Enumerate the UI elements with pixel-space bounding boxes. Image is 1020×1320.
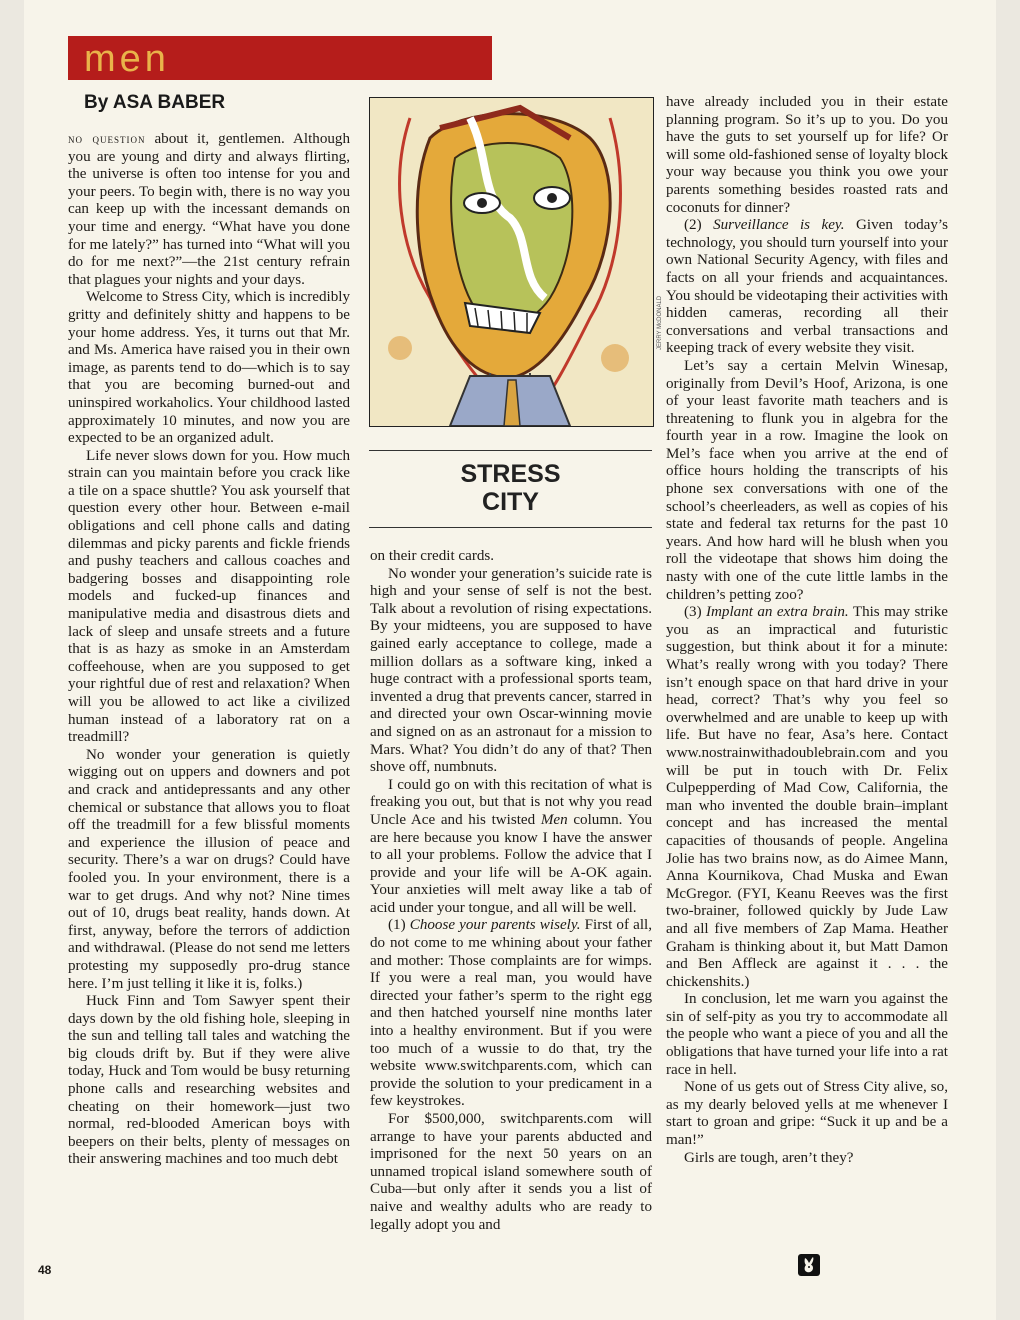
paragraph: For $500,000, switchparents.com will arrange to have your parents abducted and imprisoned for the next 50 years on an unnamed tropical island somewhere south of Cuba—but only after it sends you a list of naive and wealthy adults who are ready to legally adopt you and <box>370 1111 652 1233</box>
paragraph: Welcome to Stress City, which is incredibly gritty and definitely shitty and happens to be your home address. Yes, it turns out that Mr. and Ms. America have raised you in their own image, as parents tend to do—which is to say that you are becoming burned-out and uninspired workaholics. Your childhood lasted approximately 10 minutes, and now you are expected to be an organized adult. <box>68 289 350 447</box>
illustration-credit: JERRY McDONALD <box>657 295 663 350</box>
paragraph: (3) Implant an extra brain. This may strike you as an impractical and futuristic suggestion, but think about it for a minute: What’s really wrong with you today? There isn’t enough space on that hard drive in your head, correct? That’s why you feel so overwhelmed and are unable to keep up with life. But have no fear, Asa’s here. Contact www.nostrainwithadoublebrain.com and you will be put in touch with Dr. Felix Culpepperding of Mad Cow, California, the man who invented the double brain–implant concept and has increased the mental capacities of thousands of people. Angelina Jolie has two brains now, as do Aimee Mann, Anna Kournikova, Chad Muska and Ewan McGregor. (FYI, Keanu Reeves was the first two-brainer, followed quickly by Jude Law and all five members of Zap Mama. Heather Graham is thinking about it, but Matt Damon and Ben Affleck are against it . . . the chickenshits.) <box>666 604 948 990</box>
paragraph: on their credit cards. <box>370 548 495 564</box>
page-number: 48 <box>38 1263 52 1277</box>
paragraph: Life never slows down for you. How much strain can you maintain before you crack like a tile on a space shuttle? You ask yourself that question every other hour. Between e-mail obligations and cell phone calls and dating dilemmas and picky parents and fickle friends and pushy teachers and callous coaches and badgering bosses and disappointing role models and fucked-up finances and manipulative media and disastrous diets and lack of sleep and unsafe streets and a future that is as hazy as smoke in an Amsterdam coffeehouse, when are you supposed to get your rightful due of rest and relaxation? When will you be allowed to act like a civilized human instead of a laboratory rat on a treadmill? <box>68 447 350 746</box>
divider-rule <box>369 450 652 451</box>
paragraph: no question about it, gentlemen. Although you are young and dirty and always flirting, the universe is often too intense for you and your peers. To begin with, there is no way you can keep up with the incessant demands on your time and energy. “What have you done for me lately?” has turned into “What will you do for me next?”—the 21st century refrain that plagues your nights and your days. <box>68 131 351 288</box>
paragraph: I could go on with this recitation of what is freaking you out, but that is not why you read Uncle Ace and his twisted Men column. You are here because you know I have the answer to all your problems. Follow the advice that I provide and your life will be A-OK again. Your anxieties will melt away like a tab of acid under your tongue, and all will be well. <box>370 776 652 916</box>
paragraph: Huck Finn and Tom Sawyer spent their days down by the old fishing hole, sleeping in the sun and telling tall tales and watching the big clouds drift by. But if they were alive today, Huck and Tom would be busy returning phone calls and researching websites and cheating on their homework—just two normal, red-blooded American boys with beepers on their belts, plenty of messages on their answering machines and too much debt <box>68 993 350 1168</box>
paragraph: None of us gets out of Stress City alive, so, as my dearly beloved yells at me whenever I start to groan and gripe: “Suck it up and be a man!” <box>666 1079 948 1149</box>
lead-in: no question <box>68 131 146 146</box>
article-illustration <box>369 97 654 427</box>
paragraph: (2) Surveillance is key. Given today’s technology, you should turn yourself into your own National Security Agency, with files and facts on all your friends and acquaintances. You should be videotaping their activities with hidden cameras, recording all their conversations and verbal transactions and keeping track of every website they visit. <box>666 217 948 357</box>
article-headline: STRESS CITY <box>460 460 561 516</box>
article-column-3 <box>666 94 948 1167</box>
paragraph: have already included you in their estate planning program. So it’s up to you. Do you have the guts to set yourself up for life? Or will some old-fashioned sense of loyalty block your way because you think you owe your parents something besides roasted rats and coconuts for dinner? <box>666 94 948 216</box>
divider-rule <box>369 527 652 528</box>
playboy-bunny-icon <box>798 1254 820 1276</box>
paragraph: No wonder your generation is quietly wigging out on uppers and downers and pot and crack and antidepressants and any other chemical or substance that allows you to float off the treadmill for a few blissful moments and experience the illusion of peace and security. There’s a war on drugs? Could have fooled you. In your environment, there is a war to get drugs. And why not? Nine times out of 10, drugs beat reality, hands down. At first, anyway, before the terrors of addiction and withdrawal. (Please do not send me letters protesting my supposedly pro-drug stance here. I’m just telling it like it is, folks.) <box>68 746 350 992</box>
paragraph: (1) Choose your parents wisely. First of all, do not come to me whining about your father and mother: Those complaints are for wimps. If you were a real man, you would have directed your father’s sperm to the right egg and then hatched yourself nine months later into a healthy environment. But if you were too much of a wussie to do that, try the website www.switchparents.com, which can provide the solution to your predicament in a few keystrokes. <box>370 917 652 1110</box>
article-column-2 <box>370 548 652 1234</box>
paragraph: In conclusion, let me warn you against the sin of self-pity as you try to accommodate all the people who want a piece of you and all the obligations that have turned your life into a rat race in hell. <box>666 991 948 1078</box>
byline: By ASA BABER <box>84 92 226 113</box>
surreal-face-illustration <box>370 98 653 426</box>
article-column-1 <box>68 130 350 1169</box>
paragraph: Girls are tough, aren’t they? <box>684 1149 854 1166</box>
paragraph: Let’s say a certain Melvin Winesap, originally from Devil’s Hoof, Arizona, is one of your least favorite math teachers and is threatening to flunk you in algebra for the fourth year in a row. Imagine the look on Mel’s face when you arrive at the end of office hours holding the transcripts of his phone sex conversations with one of the school’s cheerleaders, as well as copies of his state and federal tax returns for the past 10 years. And how hard will he blush when you roll the videotape that shows him doing the nasty with one of the cute little lambs in the children’s petting zoo? <box>666 357 948 603</box>
magazine-page <box>24 0 996 1320</box>
paragraph: No wonder your generation’s suicide rate is high and your sense of self is not the best. Talk about a revolution of rising expectations. By your midteens, you are supposed to have gained early acceptance to college, made a million dollars as a software king, inked a huge contract with a professional sports team, invented a drug that prevents cancer, starred in and directed your own Oscar-winning movie and signed on as an astronaut for a mission to Mars. What? You didn’t do any of that? Then shove off, numbnuts. <box>370 565 652 776</box>
section-header-bar <box>68 36 492 80</box>
section-title: men <box>84 38 170 80</box>
